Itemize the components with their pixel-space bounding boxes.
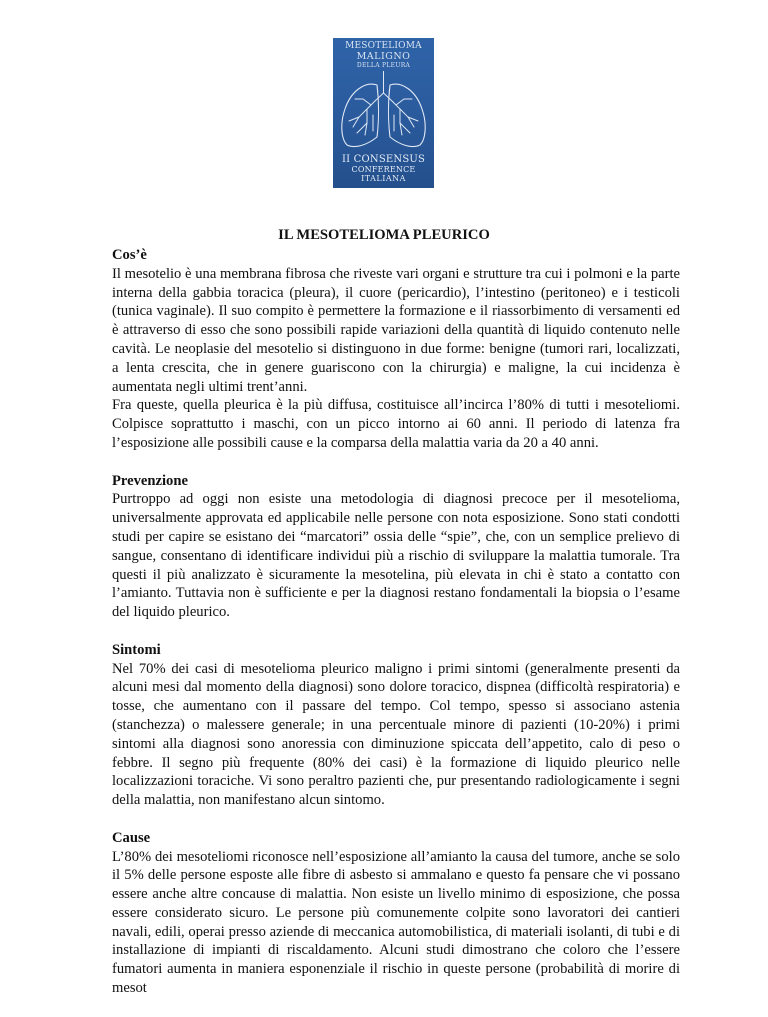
section-paragraph: Il mesotelio è una membrana fibrosa che riveste vari organi e strutture tra cui i polmoni e la parte interna della gabbia toracica (pleura), il cuore (pericardio), l’intestino (peritoneo) e i testicoli (tunica vaginale). Il suo compito è permettere la formazione e il riassorbimento di versamenti ed è attraverso di esso che sono possibili rapide variazioni della quantità di liquido contenuto nelle cavità. Le neoplasie del mesotelio si distinguono in due forme: benigne (tumori rari, localizzati, a lenta crescita, che in genere guariscono con la chirurgia) e maligne, la cui incidenza è aumentata negli ultimi trent’anni. [112,265,680,395]
document-title: IL MESOTELIOMA PLEURICO [278,227,490,243]
document-body [112,246,680,1017]
section-sintomi [112,641,680,810]
section-paragraph: Nel 70% dei casi di mesotelioma pleurico maligno i primi sintomi (generalmente presenti da alcuni mesi dal momento della diagnosi) sono dolore toracico, dispnea (difficoltà respiratoria) e tosse, che aumentano con il passare del tempo. Col tempo, spesso si associano astenia (stanchezza) o malessere generale; in una percentuale minore di pazienti (10-20%) i primi sintomi alla diagnosi sono anoressia con diminuzione spiccata dell’appetito, calo di peso o febbre. Il segno più frequente (80% dei casi) è la formazione di liquido pleurico nelle localizzazioni toraciche. Vi sono peraltro pazienti che, pur presentando radiologicamente i segni della malattia, non manifestano alcun sintomo. [112,660,680,809]
logo-line-2: MALIGNO [356,51,411,62]
logo-heading [333,42,434,69]
logo-line-1: MESOTELIOMA [345,41,422,51]
conference-logo [333,38,434,188]
logo-line-6: ITALIANA [361,174,406,183]
section-cos-e [112,246,680,453]
section-prevenzione [112,472,680,622]
section-paragraph: Purtroppo ad oggi non esiste una metodologia di diagnosi precoce per il mesotelioma, universalmente approvata ed applicabile nelle persone con nota esposizione. Sono stati condotti studi per capire se esistano dei “marcatori” ossia delle “spie”, che, con un semplice prelievo di sangue, consentano di identificare individui più a rischio di sviluppare la malattia tumorale. Tra questi il più analizzato è sicuramente la mesotelina, più elevata in chi è stato a contatto con l’amianto. Tuttavia non è sufficiente e per la diagnosi restano fondamentali la biopsia o l’esame del liquido pleurico. [112,491,680,621]
section-heading: Sintomi [112,641,161,658]
section-heading: Prevenzione [112,472,188,489]
logo-footer [333,155,434,183]
section-cause [112,829,680,998]
logo-line-5: CONFERENCE [351,165,416,174]
section-heading: Cause [112,829,151,846]
section-paragraph: L’80% dei mesoteliomi riconosce nell’esposizione all’amianto la causa del tumore, anche se solo il 5% delle persone esposte alle fibre di asbesto si ammalano e questo fa pensare che vi possano essere anche altre concause di malattia. Non esiste un livello minimo di esposizione, che possa essere considerato sicuro. Le persone più comunemente colpite sono lavoratori dei cantieri navali, edili, operai presso aziende di meccanica automobilistica, di materiali isolanti, di tubi e di installazione di impianti di riscaldamento. Alcuni studi dimostrano che coloro che l’essere fumatori aumenta in maniera esponenziale il rischio in queste persone (probabilità di morire di mesot [112,848,680,997]
section-heading: Cos’è [112,247,147,263]
lungs-icon [337,71,430,151]
section-paragraph: Fra queste, quella pleurica è la più diffusa, costituisce all’incirca l’80% di tutti i mesoteliomi. Colpisce soprattutto i maschi, con un picco intorno ai 60 anni. Il periodo di latenza fra l’esposizione alle possibili cause e la comparsa della malattia varia da 20 a 40 anni. [112,397,680,451]
logo-line-3: DELLA PLEURA [356,61,411,69]
logo-line-4: II CONSENSUS [341,154,426,165]
